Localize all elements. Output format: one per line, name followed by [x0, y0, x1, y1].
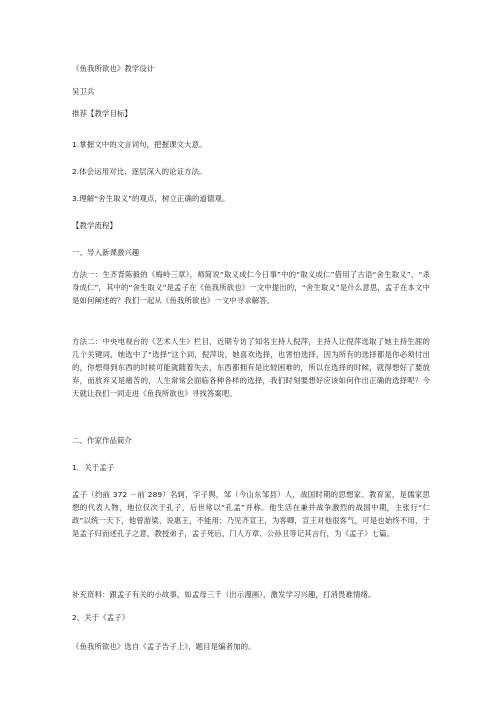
supplement-note: 补充资料：跟孟子有关的小故事，如孟母三千（出示漫画），激发学习兴趣，打消畏难情绪。 — [72, 590, 376, 599]
goals-heading: 推荐【教学目标】 — [72, 109, 132, 118]
goal-item-3: 3.理解“舍生取义”的观点，树立正确的道德观。 — [72, 194, 230, 203]
intro-method-1: 方法一：生齐背陈毅的《梅岭三章》，师简说“取义成仁今日事”中的“取义成仁”借用了古语“舍生取义”、“杀身成仁”，其中的“舍生取义”是孟子在《鱼我所欲也》一文中提出的，“舍生取义”是什么意思，孟子在本文中是如何阐述的？我们一起从《鱼我所欲也》一文中寻求解答。 — [72, 270, 430, 305]
goal-item-2: 2.体会运用对比、逐层深入的论证方法。 — [72, 167, 207, 176]
process-heading: 【教学流程】 — [72, 221, 117, 230]
goal-item-1: 1.掌握文中的文言词句，把握课文大意。 — [72, 140, 207, 149]
section-1-heading: 一、导入新课激兴趣 — [72, 248, 140, 257]
mencius-bio: 孟子（约前 372 －前 289）名轲，字子舆，邹（今山东邹县）人，战国时期的思想家、教育家，是儒家思想的代表人物，地位仅次于孔子，后世常以“孔孟”并称。他生活在兼并战争激烈的战国中期，主张行“仁政”以统一天下，他曾游梁、说惠王，不能用；乃见齐宣王，为客卿，宣王对他很客气，可是也始终不用，于是孟子归而述孔子之意，教授弟子，孟子死后，门人万章、公孙丑等记其言行，为《孟子》七篇。 — [72, 490, 430, 538]
subsection-book-heading: 2、关于《孟子》 — [72, 613, 130, 622]
subsection-mencius-heading: 1．关于孟子 — [72, 463, 115, 472]
section-2-heading: 二、作家作品简介 — [72, 436, 132, 445]
author-name: 吴卫兵 — [72, 87, 95, 96]
document-title: 《鱼我所欲也》教学设计 — [72, 64, 155, 73]
intro-method-2: 方法二：中央电视台的《艺术人生》栏目，近期专访了知名主持人倪萍，主持人让倪萍选取了她主持生涯的几个关键词，她选中了“选择”这个词，倪萍说，她喜欢选择，也害怕选择，因为所有的选择都是你必须付出的，你想得到东西的时候可能就随着失去，东西都拥有是比较困难的，所以在选择的时候，就得想好了要放弃，而放弃又是痛苦的，人生常常会面临各种各样的选择，我们时刻要想好应该如何作出正确的选择呢？今天就让我们一同走进《鱼我所欲也》寻找答案吧。 — [72, 337, 430, 398]
text-source-note: 《鱼我所欲也》选自《孟子告子上》，题目是编者加的。 — [72, 642, 256, 651]
